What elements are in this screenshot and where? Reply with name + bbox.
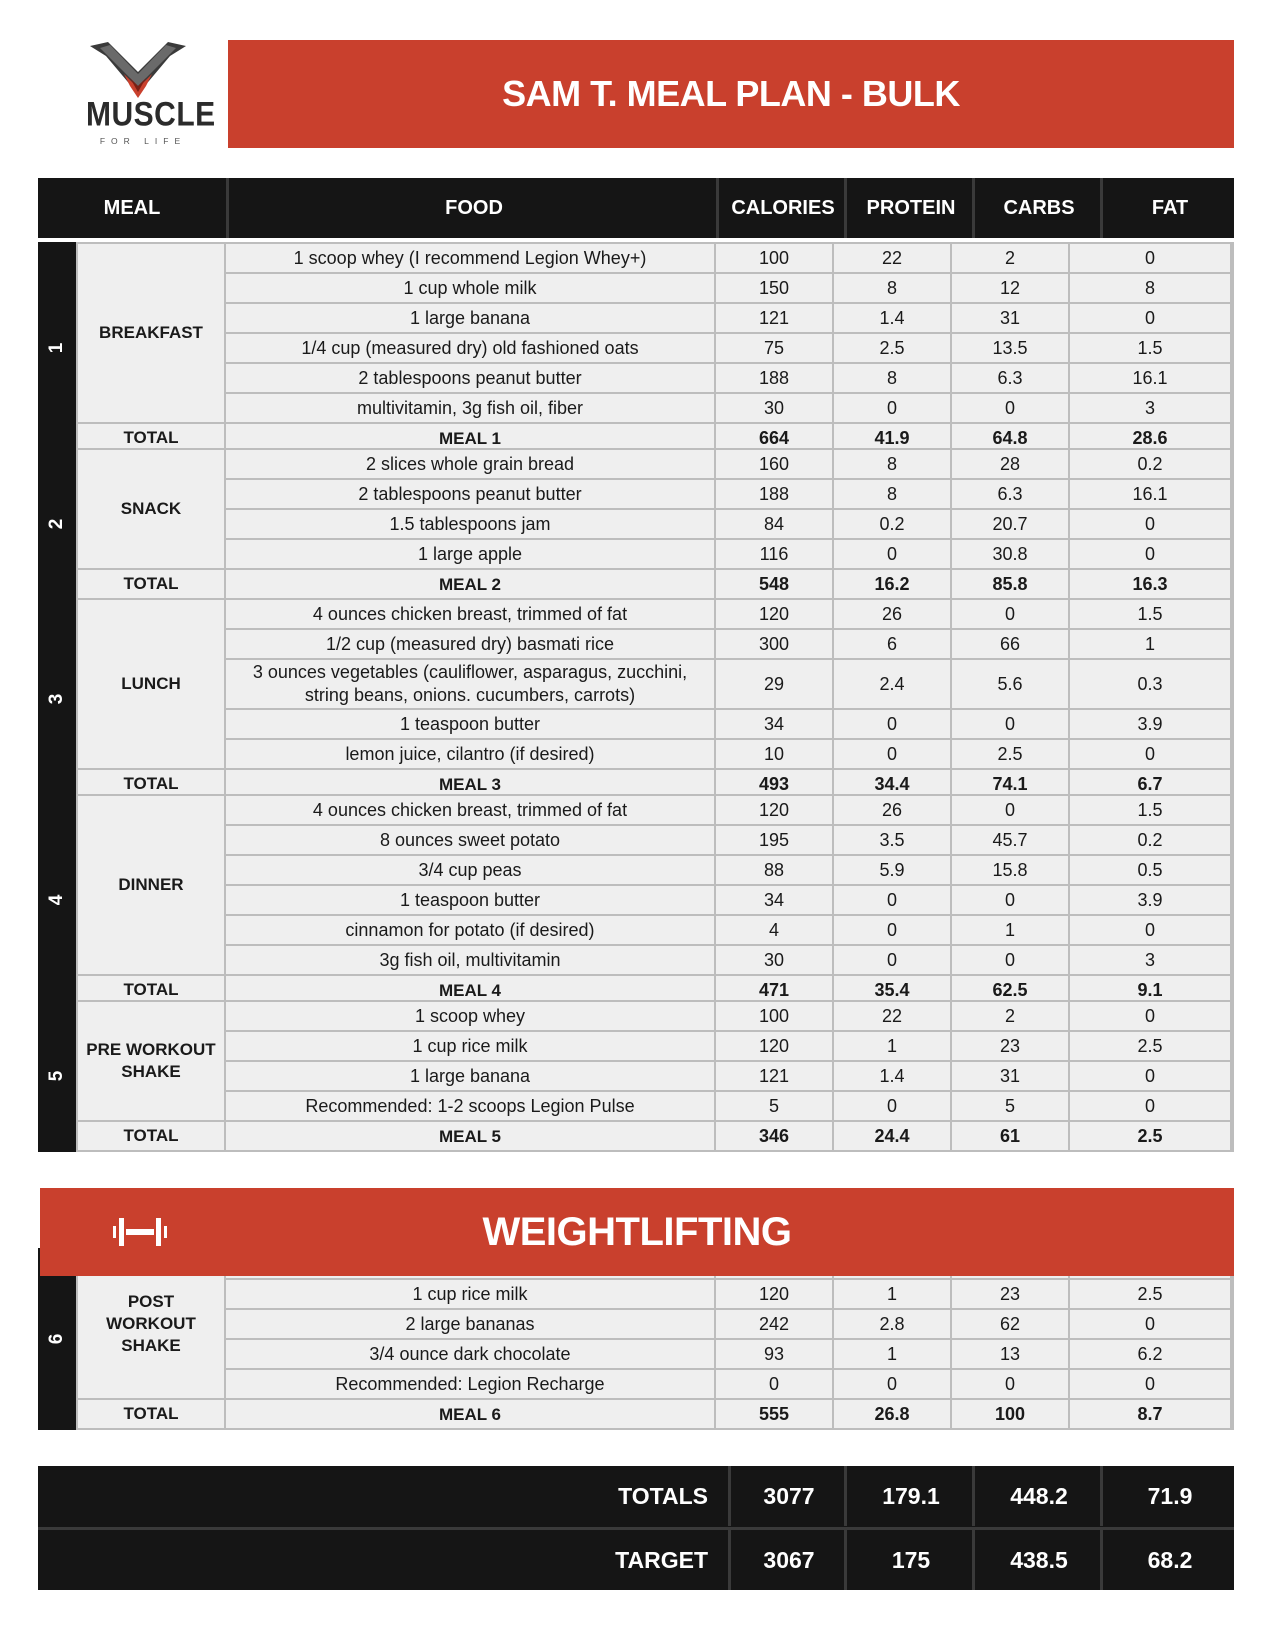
total-carbs: 100 bbox=[952, 1400, 1068, 1428]
cell-protein: 0 bbox=[834, 916, 950, 944]
cell-calories: 120 bbox=[716, 1032, 832, 1060]
totals-label: TOTALS bbox=[618, 1482, 708, 1509]
cell-food: 1/2 cup (measured dry) basmati rice bbox=[226, 630, 714, 658]
cell-carbs: 28 bbox=[952, 450, 1068, 478]
cell-calories: 30 bbox=[716, 394, 832, 422]
cell-food: 1 teaspoon butter bbox=[226, 710, 714, 738]
cell-food: 4 ounces chicken breast, trimmed of fat bbox=[226, 600, 714, 628]
summary-table bbox=[38, 1466, 1234, 1590]
cell-protein: 0 bbox=[834, 886, 950, 914]
total-label: TOTAL bbox=[78, 1122, 224, 1150]
cell-fat: 0 bbox=[1070, 1310, 1230, 1338]
table-row bbox=[226, 1310, 1232, 1338]
cell-fat: 0 bbox=[1070, 304, 1230, 332]
total-calories: 346 bbox=[716, 1122, 832, 1150]
table-row bbox=[226, 364, 1232, 392]
cell-fat: 0 bbox=[1070, 540, 1230, 568]
cell-protein: 3.5 bbox=[834, 826, 950, 854]
cell-food: 1.5 tablespoons jam bbox=[226, 510, 714, 538]
cell-carbs: 23 bbox=[952, 1032, 1068, 1060]
cell-protein: 0 bbox=[834, 394, 950, 422]
cell-fat: 0 bbox=[1070, 1062, 1230, 1090]
cell-calories: 75 bbox=[716, 334, 832, 362]
cell-protein: 0 bbox=[834, 1092, 950, 1120]
cell-carbs: 1 bbox=[952, 916, 1068, 944]
cell-protein: 0 bbox=[834, 540, 950, 568]
cell-fat: 0.2 bbox=[1070, 826, 1230, 854]
cell-calories: 242 bbox=[716, 1310, 832, 1338]
logo-wordmark: MUSCLE bbox=[86, 95, 216, 134]
cell-carbs: 0 bbox=[952, 796, 1068, 824]
total-carbs: 64.8 bbox=[952, 424, 1068, 452]
total-protein: 34.4 bbox=[834, 770, 950, 798]
table-row bbox=[226, 510, 1232, 538]
table-row bbox=[226, 1280, 1232, 1308]
table-row bbox=[226, 334, 1232, 362]
total-label: TOTAL bbox=[78, 424, 224, 452]
meal-block-1 bbox=[38, 242, 1234, 454]
cell-food: 8 ounces sweet potato bbox=[226, 826, 714, 854]
meal-number-tab bbox=[38, 448, 76, 600]
total-protein: 41.9 bbox=[834, 424, 950, 452]
total-protein: 35.4 bbox=[834, 976, 950, 1004]
total-food: MEAL 1 bbox=[226, 424, 714, 452]
cell-protein: 0 bbox=[834, 740, 950, 768]
table-row bbox=[226, 450, 1232, 478]
cell-carbs: 2 bbox=[952, 244, 1068, 272]
column-header-protein: PROTEIN bbox=[844, 178, 975, 238]
cell-food: 1 scoop whey bbox=[226, 1002, 714, 1030]
total-fat: 2.5 bbox=[1070, 1122, 1230, 1150]
cell-calories: 84 bbox=[716, 510, 832, 538]
table-row bbox=[226, 1340, 1232, 1368]
cell-carbs: 62 bbox=[952, 1310, 1068, 1338]
cell-calories: 10 bbox=[716, 740, 832, 768]
cell-carbs: 30.8 bbox=[952, 540, 1068, 568]
total-protein: 26.8 bbox=[834, 1400, 950, 1428]
totals-row bbox=[38, 1466, 1234, 1526]
logo-mark-icon bbox=[88, 42, 188, 100]
table-row bbox=[226, 740, 1232, 768]
total-fat: 28.6 bbox=[1070, 424, 1230, 452]
table-row bbox=[226, 886, 1232, 914]
table-row bbox=[226, 480, 1232, 508]
cell-protein: 1.4 bbox=[834, 1062, 950, 1090]
cell-fat: 8 bbox=[1070, 274, 1230, 302]
cell-carbs: 2.5 bbox=[952, 740, 1068, 768]
cell-carbs: 6.3 bbox=[952, 480, 1068, 508]
cell-fat: 0.5 bbox=[1070, 856, 1230, 884]
meal-number: 4 bbox=[46, 894, 67, 906]
cell-food: cinnamon for potato (if desired) bbox=[226, 916, 714, 944]
cell-fat: 0 bbox=[1070, 1370, 1230, 1398]
table-row bbox=[226, 856, 1232, 884]
meal-name: BREAKFAST bbox=[78, 244, 224, 422]
target-calories: 3067 bbox=[728, 1530, 847, 1590]
cell-food: 2 tablespoons peanut butter bbox=[226, 364, 714, 392]
meal-name: LUNCH bbox=[78, 600, 224, 768]
total-fat: 16.3 bbox=[1070, 570, 1230, 598]
cell-protein: 0 bbox=[834, 1370, 950, 1398]
cell-food: 1 teaspoon butter bbox=[226, 886, 714, 914]
column-header-food: FOOD bbox=[226, 178, 719, 238]
table-row bbox=[226, 660, 1232, 708]
cell-carbs: 0 bbox=[952, 946, 1068, 974]
total-calories: 548 bbox=[716, 570, 832, 598]
cell-food: 4 ounces chicken breast, trimmed of fat bbox=[226, 796, 714, 824]
weightlifting-banner bbox=[40, 1188, 1234, 1276]
cell-protein: 0 bbox=[834, 946, 950, 974]
meal-name: POST WORKOUT SHAKE bbox=[78, 1250, 224, 1398]
logo-tagline: FOR LIFE bbox=[99, 136, 187, 146]
table-row bbox=[226, 304, 1232, 332]
target-fat: 68.2 bbox=[1100, 1530, 1237, 1590]
total-carbs: 61 bbox=[952, 1122, 1068, 1150]
table-row bbox=[226, 1032, 1232, 1060]
meal-block-2 bbox=[38, 448, 1234, 600]
cell-fat: 16.1 bbox=[1070, 480, 1230, 508]
table-row bbox=[226, 1062, 1232, 1090]
cell-food: multivitamin, 3g fish oil, fiber bbox=[226, 394, 714, 422]
cell-fat: 0.3 bbox=[1070, 660, 1230, 708]
cell-food: 1 large apple bbox=[226, 540, 714, 568]
cell-food: 3g fish oil, multivitamin bbox=[226, 946, 714, 974]
cell-food: 3/4 ounce dark chocolate bbox=[226, 1340, 714, 1368]
cell-calories: 116 bbox=[716, 540, 832, 568]
meal-name: SNACK bbox=[78, 450, 224, 568]
cell-protein: 0 bbox=[834, 710, 950, 738]
target-row bbox=[38, 1530, 1234, 1590]
total-food: MEAL 5 bbox=[226, 1122, 714, 1150]
meal-number: 6 bbox=[46, 1333, 67, 1345]
total-fat: 9.1 bbox=[1070, 976, 1230, 1004]
table-row bbox=[226, 946, 1232, 974]
cell-carbs: 6.3 bbox=[952, 364, 1068, 392]
cell-protein: 22 bbox=[834, 1002, 950, 1030]
meal-number: 5 bbox=[46, 1070, 67, 1082]
meal-name: DINNER bbox=[78, 796, 224, 974]
meal-number: 1 bbox=[46, 342, 67, 354]
cell-food: 3 ounces vegetables (cauliflower, asparagus, zucchini, string beans, onions. cucumbers, carrots) bbox=[226, 660, 714, 708]
totals-calories: 3077 bbox=[728, 1466, 847, 1526]
table-row bbox=[226, 826, 1232, 854]
cell-calories: 100 bbox=[716, 244, 832, 272]
total-calories: 471 bbox=[716, 976, 832, 1004]
cell-calories: 150 bbox=[716, 274, 832, 302]
total-row bbox=[226, 570, 1232, 598]
table-row bbox=[226, 630, 1232, 658]
cell-fat: 0 bbox=[1070, 1092, 1230, 1120]
cell-protein: 2.8 bbox=[834, 1310, 950, 1338]
cell-protein: 1 bbox=[834, 1340, 950, 1368]
cell-calories: 120 bbox=[716, 600, 832, 628]
table-row bbox=[226, 1092, 1232, 1120]
cell-fat: 16.1 bbox=[1070, 364, 1230, 392]
total-carbs: 62.5 bbox=[952, 976, 1068, 1004]
cell-food: 2 tablespoons peanut butter bbox=[226, 480, 714, 508]
cell-fat: 6.2 bbox=[1070, 1340, 1230, 1368]
table-row bbox=[226, 394, 1232, 422]
cell-carbs: 5 bbox=[952, 1092, 1068, 1120]
target-protein: 175 bbox=[844, 1530, 975, 1590]
total-calories: 493 bbox=[716, 770, 832, 798]
totals-protein: 179.1 bbox=[844, 1466, 975, 1526]
total-row bbox=[226, 1400, 1232, 1428]
cell-fat: 1.5 bbox=[1070, 796, 1230, 824]
cell-carbs: 12 bbox=[952, 274, 1068, 302]
cell-food: 1/4 cup (measured dry) old fashioned oats bbox=[226, 334, 714, 362]
total-calories: 664 bbox=[716, 424, 832, 452]
cell-food: 3/4 cup peas bbox=[226, 856, 714, 884]
cell-calories: 34 bbox=[716, 710, 832, 738]
weightlifting-title: WEIGHTLIFTING bbox=[482, 1209, 792, 1254]
cell-protein: 1 bbox=[834, 1280, 950, 1308]
cell-calories: 188 bbox=[716, 364, 832, 392]
cell-food: 1 cup rice milk bbox=[226, 1032, 714, 1060]
cell-protein: 26 bbox=[834, 600, 950, 628]
meal-block-4 bbox=[38, 794, 1234, 1006]
brand-logo bbox=[86, 42, 216, 150]
table-row bbox=[226, 600, 1232, 628]
cell-fat: 3 bbox=[1070, 394, 1230, 422]
cell-food: 1 cup whole milk bbox=[226, 274, 714, 302]
cell-calories: 300 bbox=[716, 630, 832, 658]
meal-number-tab bbox=[38, 598, 76, 800]
meal-number-tab bbox=[38, 242, 76, 454]
cell-food: Recommended: Legion Recharge bbox=[226, 1370, 714, 1398]
cell-carbs: 2 bbox=[952, 1002, 1068, 1030]
table-row bbox=[226, 710, 1232, 738]
target-carbs: 438.5 bbox=[972, 1530, 1103, 1590]
cell-carbs: 5.6 bbox=[952, 660, 1068, 708]
cell-food: 2 large bananas bbox=[226, 1310, 714, 1338]
cell-fat: 3.9 bbox=[1070, 710, 1230, 738]
table-row bbox=[226, 274, 1232, 302]
cell-food: 1 large banana bbox=[226, 1062, 714, 1090]
page-title: SAM T. MEAL PLAN - BULK bbox=[502, 73, 960, 114]
cell-calories: 121 bbox=[716, 1062, 832, 1090]
cell-carbs: 0 bbox=[952, 394, 1068, 422]
cell-protein: 5.9 bbox=[834, 856, 950, 884]
meal-block-3 bbox=[38, 598, 1234, 800]
cell-carbs: 0 bbox=[952, 600, 1068, 628]
cell-food: lemon juice, cilantro (if desired) bbox=[226, 740, 714, 768]
total-food: MEAL 2 bbox=[226, 570, 714, 598]
cell-fat: 0 bbox=[1070, 916, 1230, 944]
target-label: TARGET bbox=[615, 1546, 708, 1573]
cell-protein: 0.2 bbox=[834, 510, 950, 538]
cell-food: 2 slices whole grain bread bbox=[226, 450, 714, 478]
cell-calories: 120 bbox=[716, 1280, 832, 1308]
cell-protein: 6 bbox=[834, 630, 950, 658]
cell-protein: 26 bbox=[834, 796, 950, 824]
table-row bbox=[226, 1370, 1232, 1398]
total-fat: 6.7 bbox=[1070, 770, 1230, 798]
cell-carbs: 66 bbox=[952, 630, 1068, 658]
total-food: MEAL 3 bbox=[226, 770, 714, 798]
meal-number-tab bbox=[38, 1000, 76, 1152]
cell-calories: 5 bbox=[716, 1092, 832, 1120]
table-row bbox=[226, 916, 1232, 944]
cell-calories: 188 bbox=[716, 480, 832, 508]
total-carbs: 85.8 bbox=[952, 570, 1068, 598]
cell-calories: 120 bbox=[716, 796, 832, 824]
table-header bbox=[38, 178, 1234, 238]
cell-protein: 1.4 bbox=[834, 304, 950, 332]
table-row bbox=[226, 540, 1232, 568]
cell-protein: 8 bbox=[834, 274, 950, 302]
column-header-meal: MEAL bbox=[103, 196, 161, 219]
cell-protein: 22 bbox=[834, 244, 950, 272]
cell-fat: 0 bbox=[1070, 244, 1230, 272]
cell-carbs: 31 bbox=[952, 304, 1068, 332]
cell-calories: 30 bbox=[716, 946, 832, 974]
total-label: TOTAL bbox=[78, 770, 224, 798]
cell-calories: 100 bbox=[716, 1002, 832, 1030]
cell-calories: 160 bbox=[716, 450, 832, 478]
total-calories: 555 bbox=[716, 1400, 832, 1428]
total-protein: 24.4 bbox=[834, 1122, 950, 1150]
cell-food: 1 cup rice milk bbox=[226, 1280, 714, 1308]
cell-carbs: 15.8 bbox=[952, 856, 1068, 884]
cell-food: 1 large banana bbox=[226, 304, 714, 332]
cell-fat: 1.5 bbox=[1070, 600, 1230, 628]
cell-protein: 8 bbox=[834, 450, 950, 478]
cell-fat: 3 bbox=[1070, 946, 1230, 974]
total-protein: 16.2 bbox=[834, 570, 950, 598]
column-header-calories: CALORIES bbox=[716, 178, 847, 238]
cell-fat: 0.2 bbox=[1070, 450, 1230, 478]
cell-carbs: 31 bbox=[952, 1062, 1068, 1090]
totals-carbs: 448.2 bbox=[972, 1466, 1103, 1526]
cell-fat: 0 bbox=[1070, 1002, 1230, 1030]
cell-calories: 88 bbox=[716, 856, 832, 884]
cell-calories: 93 bbox=[716, 1340, 832, 1368]
table-row bbox=[226, 1002, 1232, 1030]
cell-protein: 8 bbox=[834, 480, 950, 508]
total-carbs: 74.1 bbox=[952, 770, 1068, 798]
meal-name: PRE WORKOUT SHAKE bbox=[78, 1002, 224, 1120]
cell-calories: 29 bbox=[716, 660, 832, 708]
cell-calories: 195 bbox=[716, 826, 832, 854]
cell-protein: 2.4 bbox=[834, 660, 950, 708]
cell-protein: 1 bbox=[834, 1032, 950, 1060]
cell-fat: 0 bbox=[1070, 740, 1230, 768]
total-label: TOTAL bbox=[78, 976, 224, 1004]
total-food: MEAL 4 bbox=[226, 976, 714, 1004]
cell-calories: 121 bbox=[716, 304, 832, 332]
cell-fat: 2.5 bbox=[1070, 1280, 1230, 1308]
totals-fat: 71.9 bbox=[1100, 1466, 1237, 1526]
total-label: TOTAL bbox=[78, 1400, 224, 1428]
title-banner bbox=[228, 40, 1234, 148]
cell-fat: 1 bbox=[1070, 630, 1230, 658]
cell-carbs: 23 bbox=[952, 1280, 1068, 1308]
total-label: TOTAL bbox=[78, 570, 224, 598]
cell-protein: 2.5 bbox=[834, 334, 950, 362]
table-row bbox=[226, 244, 1232, 272]
column-header-fat: FAT bbox=[1100, 178, 1237, 238]
meal-number: 2 bbox=[46, 518, 67, 530]
cell-carbs: 13.5 bbox=[952, 334, 1068, 362]
cell-food: Recommended: 1-2 scoops Legion Pulse bbox=[226, 1092, 714, 1120]
cell-calories: 4 bbox=[716, 916, 832, 944]
cell-carbs: 20.7 bbox=[952, 510, 1068, 538]
table-row bbox=[226, 796, 1232, 824]
cell-calories: 0 bbox=[716, 1370, 832, 1398]
meal-number: 3 bbox=[46, 693, 67, 705]
cell-carbs: 0 bbox=[952, 710, 1068, 738]
cell-fat: 0 bbox=[1070, 510, 1230, 538]
total-food: MEAL 6 bbox=[226, 1400, 714, 1428]
cell-carbs: 13 bbox=[952, 1340, 1068, 1368]
total-row bbox=[226, 1122, 1232, 1150]
total-fat: 8.7 bbox=[1070, 1400, 1230, 1428]
cell-carbs: 0 bbox=[952, 1370, 1068, 1398]
cell-carbs: 0 bbox=[952, 886, 1068, 914]
cell-fat: 2.5 bbox=[1070, 1032, 1230, 1060]
cell-fat: 3.9 bbox=[1070, 886, 1230, 914]
meal-number-tab bbox=[38, 794, 76, 1006]
column-header-carbs: CARBS bbox=[972, 178, 1103, 238]
cell-calories: 34 bbox=[716, 886, 832, 914]
cell-fat: 1.5 bbox=[1070, 334, 1230, 362]
cell-protein: 8 bbox=[834, 364, 950, 392]
cell-carbs: 45.7 bbox=[952, 826, 1068, 854]
cell-food: 1 scoop whey (I recommend Legion Whey+) bbox=[226, 244, 714, 272]
meal-block-5 bbox=[38, 1000, 1234, 1152]
